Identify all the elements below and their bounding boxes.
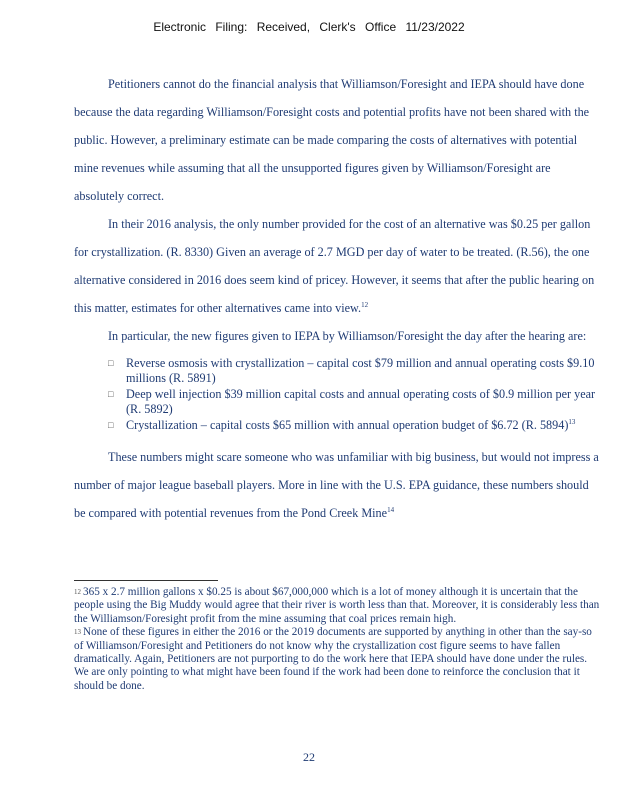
paragraph-4-text: These numbers might scare someone who was unfamiliar with big business, but would not impress a number of major league baseball players. More in line with the U.S. EPA guidance, these numbers should be compared with potential revenues from the Pond Creek Mine — [74, 449, 599, 520]
list-item: □ Reverse osmosis with crystallization – capital cost $79 million and annual operating costs $9.10 millions (R. 5891) — [108, 356, 602, 385]
footnote-ref-14[interactable]: 14 — [387, 505, 395, 514]
document-body — [74, 70, 602, 527]
cost-list — [74, 356, 602, 433]
footnote-number: 13 — [74, 628, 81, 637]
footnote-12 — [74, 586, 604, 626]
paragraph-2-text: In their 2016 analysis, the only number provided for the cost of an alternative was $0.25 per gallon for crystallization. (R. 8330) Given an average of 2.7 MGD per day of water to be treated. (R.56), the one alternative considered in 2016 does seem kind of pricey. However, it seems that after the public hearing on this matter, estimates for other alternatives came into view. — [74, 217, 595, 315]
footnote-text: 365 x 2.7 million gallons x $0.25 is about $67,000,000 which is a lot of money although it is uncertain that the people using the Big Muddy would agree that their river is worth less than that. Moreover, it is considerably less than the Williamson/Foresight profit from the mine assuming that coal prices remain high. — [74, 586, 600, 625]
footnotes — [74, 586, 604, 693]
list-item-text: Crystallization – capital costs $65 million with annual operation budget of $6.72 (R. 5894) — [126, 418, 569, 432]
list-item: □ Deep well injection $39 million capital costs and annual operating costs of $0.9 million per year (R. 5892) — [108, 387, 602, 416]
list-item — [108, 418, 602, 433]
paragraph-4 — [74, 443, 602, 527]
footnote-number: 12 — [74, 588, 81, 596]
footnote-ref-12[interactable]: 12 — [361, 300, 369, 309]
footnote-ref-13[interactable]: 13 — [568, 417, 576, 426]
paragraph-3: In particular, the new figures given to IEPA by Williamson/Foresight the day after the hearing are: — [108, 329, 587, 343]
paragraph-1: Petitioners cannot do the financial analysis that Williamson/Foresight and IEPA should have done because the data regarding Williamson/Foresight costs and potential profits have not been shared with the public. However, a preliminary estimate can be made comparing the costs of alternatives with potential mine revenues while assuming that all the unsupported figures given by Williamson/Foresight are absolutely correct. — [74, 77, 590, 203]
footnote-text: None of these figures in either the 2016 or the 2019 documents are supported by anything in other than the say-so of Williamson/Foresight and Petitioners do not know why the crystallization cost figure seems to have fallen dramatically. Again, Petitioners are not purporting to do the work here that IEPA should have done under the rules. We are only pointing to what might have been found if the work had been done to reinforce the conclusion that it should be done. — [74, 626, 592, 692]
paragraph-2 — [74, 210, 602, 322]
footnote-13 — [74, 626, 604, 693]
filing-header: Electronic Filing: Received, Clerk's Office 11/23/2022 — [153, 20, 465, 34]
page-number: 22 — [303, 750, 315, 764]
footnote-divider — [74, 580, 218, 581]
